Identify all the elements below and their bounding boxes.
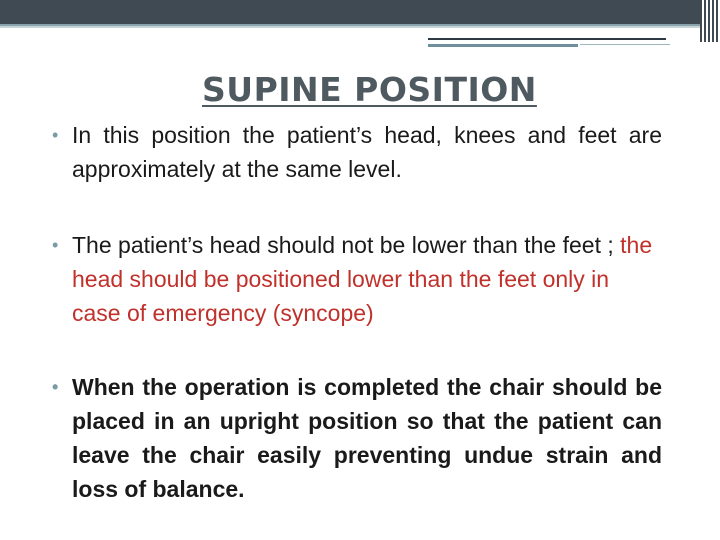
bullet-dot-icon: • — [52, 125, 59, 145]
bullet-dot-icon: • — [52, 235, 59, 255]
bullet-dot-icon: • — [52, 377, 59, 397]
corner-stripes — [700, 0, 720, 42]
bullet-text: When the operation is completed the chair should be placed in an upright position so that the patient can leave the chair easily preventing undue strain and loss of balance. — [72, 374, 662, 502]
accent-line — [580, 44, 670, 45]
accent-line — [428, 38, 666, 40]
header-underline-secondary — [0, 26, 700, 28]
bullet-text-emphasis: the head should be positioned lower than the feet only in case of emergency (syncope) — [72, 232, 653, 326]
bullet-item — [52, 228, 662, 330]
slide-title: SUPINE POSITION — [202, 70, 537, 109]
bullet-text: In this position the patient’s head, knees and feet are approximately at the same level. — [72, 122, 662, 182]
bullet-text — [52, 228, 662, 330]
bullet-item — [52, 118, 662, 186]
bullet-text-normal: The patient’s head should not be lower than the feet ; — [72, 232, 614, 258]
header-bar — [0, 0, 700, 24]
bullet-item — [52, 370, 662, 506]
accent-line — [428, 44, 578, 47]
